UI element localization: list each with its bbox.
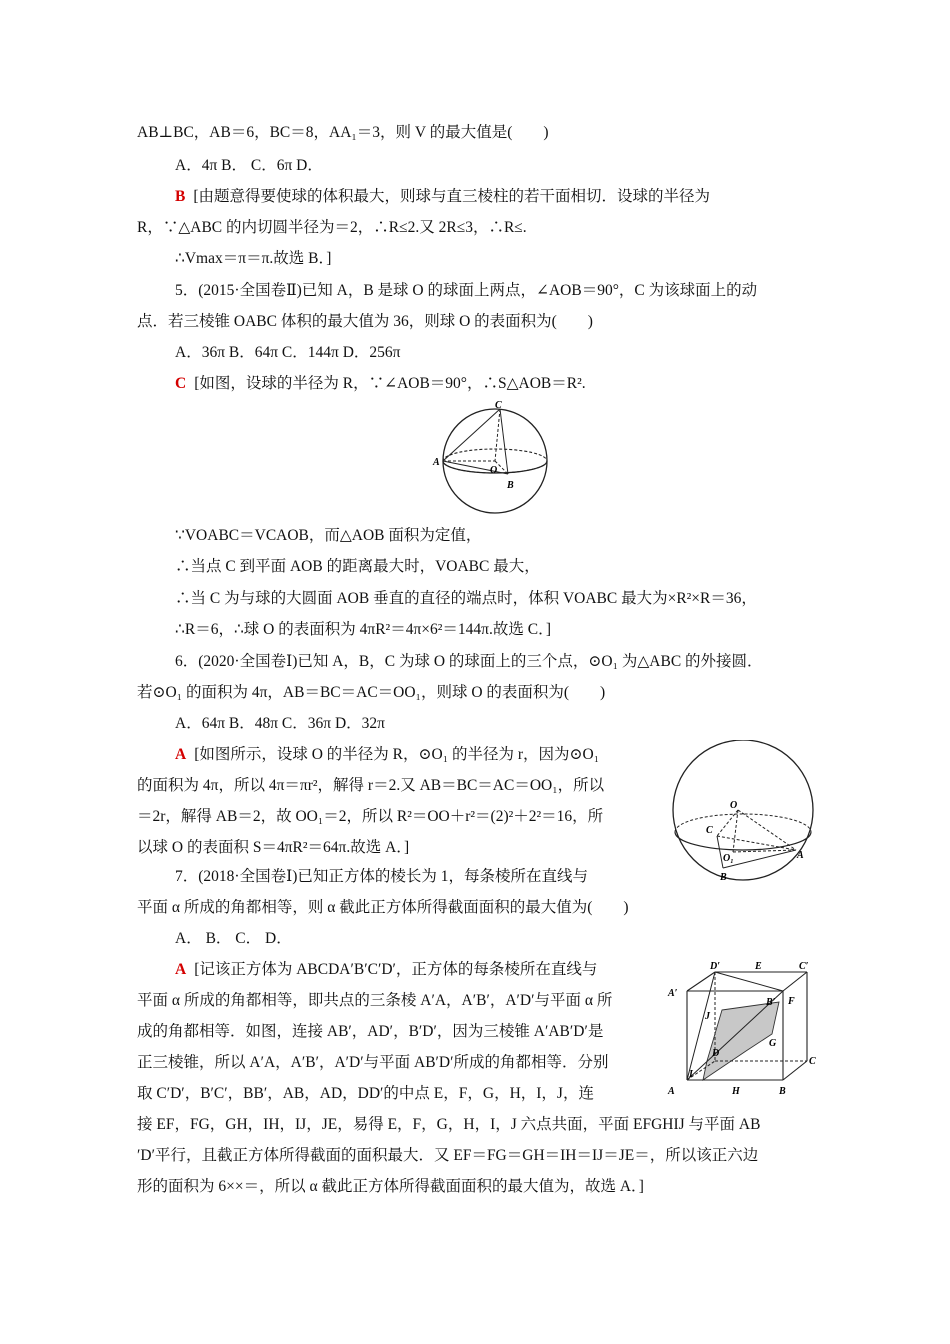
label-O: O [730, 800, 738, 811]
text-line: 接 EF，FG，GH，IH，IJ，JE，易得 E，F，G，H，I，J 六点共面，平面 EFGHIJ 与平面 AB [137, 1116, 761, 1133]
label-A: A [668, 1086, 675, 1097]
question-line: 5．(2015·全国卷Ⅱ)已知 A，B 是球 O 的球面上两点，∠AOB＝90°，C 为该球面上的动 [175, 282, 758, 299]
label-O: O [490, 465, 498, 476]
text-line: ∵VOABC＝VCAOB，而△AOB 面积为定值， [175, 527, 482, 544]
label-Dp: D′ [710, 961, 721, 972]
text-line: ∴R＝6，∴球 O 的表面积为 4πR²＝4π×6²＝144π.故选 C．] [175, 621, 551, 638]
options-line: A．64π B．48π C．36π D．32π [175, 715, 385, 732]
label-Ap: A′ [668, 988, 678, 999]
answer-line [175, 187, 710, 207]
answer-letter: C [175, 375, 187, 392]
label-A: A [797, 850, 804, 861]
label-H: H [732, 1086, 740, 1097]
label-O1: O₁ [723, 853, 734, 864]
answer-text: [记该正方体为 ABCDA′B′C′D′，正方体的每条棱所在直线与 [194, 961, 598, 978]
answer-line [175, 374, 586, 394]
answer-letter: A [175, 961, 187, 978]
text-line: 取 C′D′，B′C′，BB′，AB，AD，DD′的中点 E，F，G，H，I，J，连 [137, 1085, 594, 1102]
question-line: 7．(2018·全国卷Ⅰ)已知正方体的棱长为 1，每条棱所在直线与 [175, 868, 588, 885]
text-line: ∴当 C 为与球的大圆面 AOB 垂直的直径的端点时，体积 VOABC 最大为×R²×R＝36， [175, 590, 757, 607]
label-A: A [433, 457, 440, 468]
text-line: ′D′平行，且截正方体所得截面的面积最大．又 EF＝FG＝GH＝IH＝IJ＝JE＝，所以该正六边 [137, 1147, 759, 1164]
label-I: I [689, 1069, 693, 1080]
label-E: E [755, 961, 762, 972]
text-line: 的面积为 4π，所以 4π＝πr²，解得 r＝2.又 AB＝BC＝AC＝OO₁，所以 [137, 777, 605, 794]
text-line: 形的面积为 6××＝，所以 α 截此正方体所得截面面积的最大值为，故选 A．] [137, 1178, 644, 1195]
label-C: C [809, 1056, 816, 1067]
options-line: A．36π B．64π C．144π D．256π [175, 344, 401, 361]
text-line: AB⊥BC，AB＝6，BC＝8，AA₁＝3，则 V 的最大值是( ) [137, 124, 549, 141]
text-line: 平面 α 所成的角都相等，则 α 截此正方体所得截面面积的最大值为( ) [137, 899, 629, 916]
answer-letter: A [175, 746, 187, 763]
text-line: 平面 α 所成的角都相等，即共点的三条棱 A′A，A′B′，A′D′与平面 α 所 [137, 992, 613, 1009]
text-line: 以球 O 的表面积 S＝4πR²＝64π.故选 A．] [137, 839, 410, 856]
text-line: ∴当点 C 到平面 AOB 的距离最大时，VOABC 最大， [175, 558, 540, 575]
answer-text: [如图，设球的半径为 R，∵∠AOB＝90°，∴S△AOB＝R². [194, 375, 586, 392]
label-G: G [769, 1038, 777, 1049]
text-line: 成的角都相等．如图，连接 AB′，AD′，B′D′，因为三棱锥 A′AB′D′是 [137, 1023, 604, 1040]
text-line: 点．若三棱锥 OABC 体积的最大值为 36，则球 O 的表面积为( ) [137, 313, 593, 330]
options-line: A．4π B． C．6π D． [175, 157, 323, 174]
label-F: F [788, 996, 795, 1007]
text-line: ∴Vmax＝π＝π.故选 B．] [175, 250, 332, 267]
cube-figure [660, 958, 820, 1098]
answer-text: [如图所示，设球 O 的半径为 R，⊙O₁ 的半径为 r，因为⊙O₁ [194, 746, 600, 763]
answer-letter: B [175, 188, 186, 205]
text-line: 若⊙O₁ 的面积为 4π，AB＝BC＝AC＝OO₁，则球 O 的表面积为( ) [137, 684, 606, 701]
options-line: A． B． C． D． [175, 930, 292, 947]
label-B: B [720, 872, 727, 883]
label-J: J [705, 1011, 710, 1022]
answer-line [175, 745, 599, 765]
answer-line [175, 960, 597, 980]
label-Cp: C′ [799, 961, 809, 972]
sphere-figure-1 [430, 398, 560, 516]
label-C: C [495, 400, 502, 411]
answer-text: [由题意得要使球的体积最大，则球与直三棱柱的若干面相切．设球的半径为 [193, 188, 711, 205]
question-line: 6．(2020·全国卷Ⅰ)已知 A，B，C 为球 O 的球面上的三个点，⊙O₁ 为△ABC 的外接圆． [175, 653, 763, 670]
label-B: B [779, 1086, 786, 1097]
label-C: C [706, 825, 713, 836]
label-Bp: B′ [766, 997, 776, 1008]
text-line: 正三棱锥，所以 A′A，A′B′，A′D′与平面 AB′D′所成的角都相等．分别 [137, 1054, 609, 1071]
label-B: B [507, 480, 514, 491]
sphere-figure-2 [663, 740, 823, 890]
label-D: D [712, 1048, 720, 1059]
text-line: ＝2r，解得 AB＝2，故 OO₁＝2，所以 R²＝OO＋r²＝(2)²＋2²＝16，所 [137, 808, 604, 825]
text-line: R，∵△ABC 的内切圆半径为＝2，∴R≤2.又 2R≤3，∴R≤. [137, 219, 527, 236]
